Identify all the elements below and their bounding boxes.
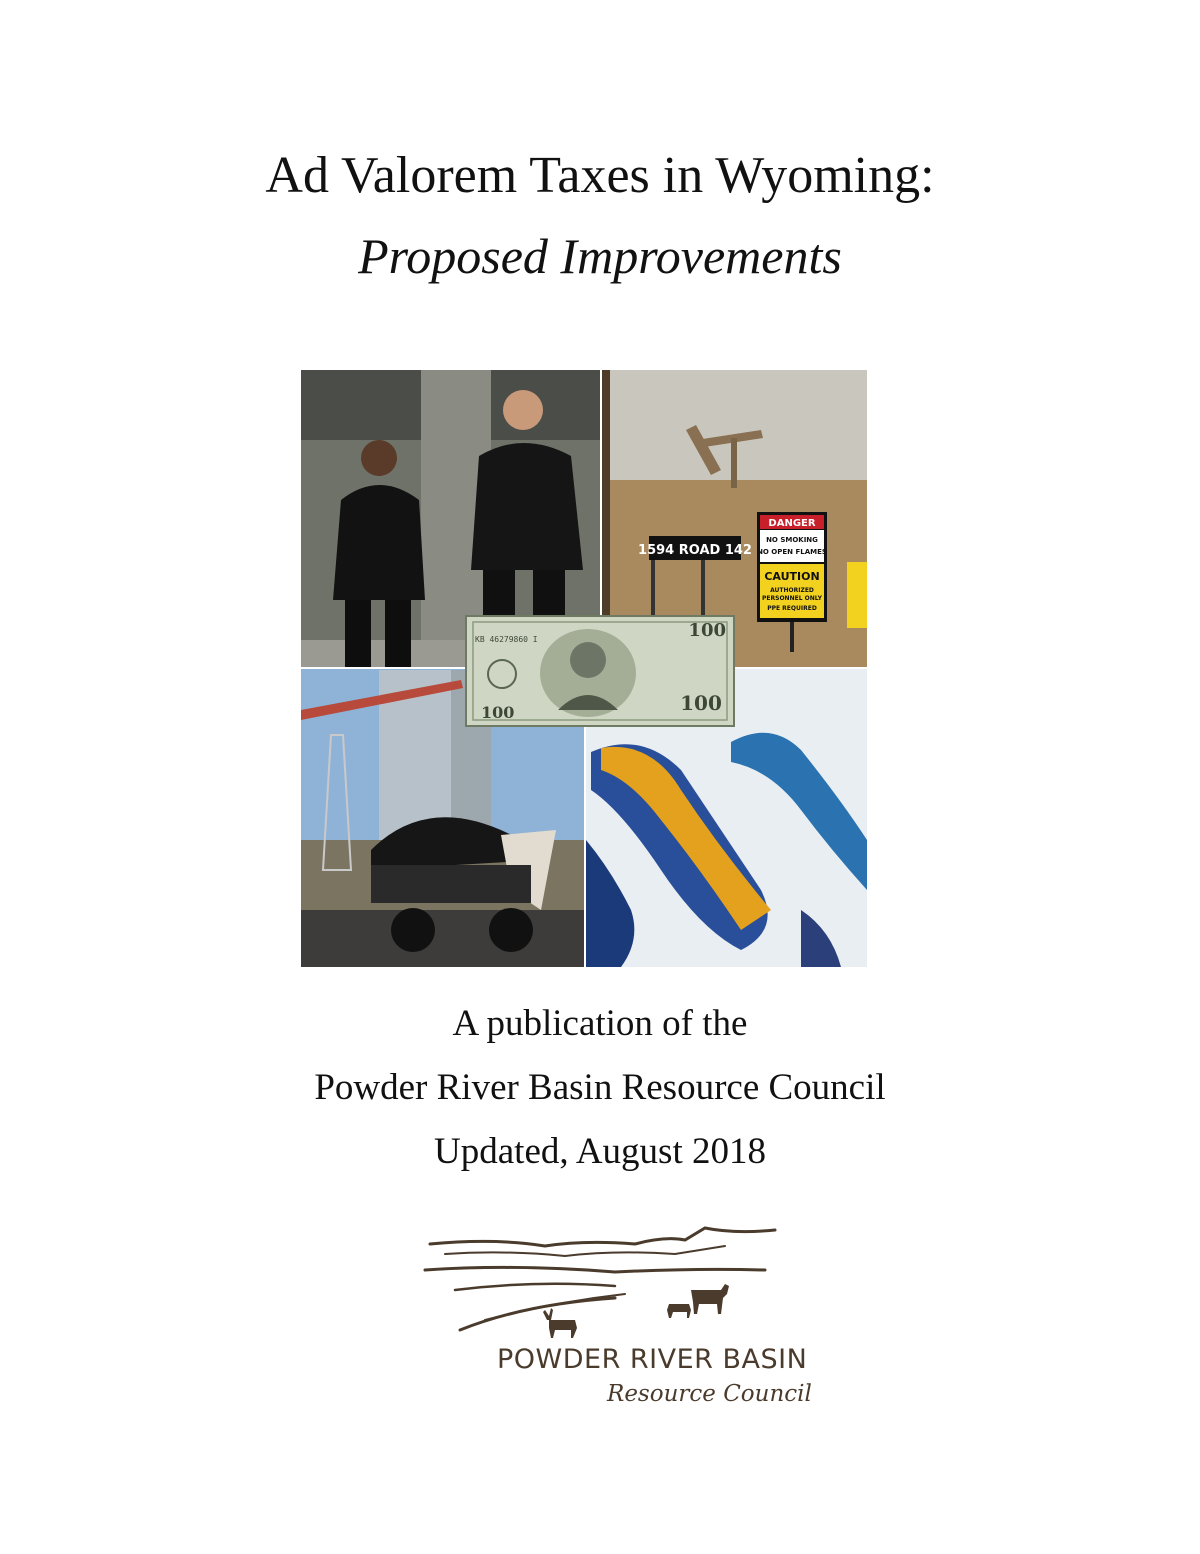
authorized-text: AUTHORIZED xyxy=(770,587,814,594)
danger-sign-text: DANGER xyxy=(768,518,816,529)
publisher-name: Powder River Basin Resource Council xyxy=(314,1067,886,1108)
update-date: Updated, August 2018 xyxy=(434,1131,766,1172)
hundred-dollar-bill-image xyxy=(466,616,734,726)
document-subtitle: Proposed Improvements xyxy=(358,228,842,284)
no-flames-text: NO OPEN FLAMES xyxy=(757,548,827,556)
ppe-text: PPE REQUIRED xyxy=(767,605,817,612)
personnel-text: PERSONNEL ONLY xyxy=(762,595,822,602)
logo-wordmark: POWDER RIVER BASIN xyxy=(497,1344,808,1375)
road-sign-text: 1594 ROAD 142 xyxy=(638,543,752,558)
publication-line: A publication of the xyxy=(452,1003,748,1044)
landscape-lines-icon xyxy=(425,1228,775,1330)
no-smoking-text: NO SMOKING xyxy=(766,536,818,544)
cattle-and-pronghorn-icon xyxy=(543,1284,729,1338)
logo-tagline: Resource Council xyxy=(607,1381,812,1407)
bill-value-bottom: 100 xyxy=(680,691,722,715)
bill-serial-text: KB 46279860 I xyxy=(475,635,538,644)
cover-photo-collage xyxy=(301,370,867,967)
caution-sign-text: CAUTION xyxy=(764,570,820,583)
bill-value-left: 100 xyxy=(481,703,515,722)
document-title: Ad Valorem Taxes in Wyoming: xyxy=(265,147,935,204)
bill-value-top: 100 xyxy=(688,620,726,641)
